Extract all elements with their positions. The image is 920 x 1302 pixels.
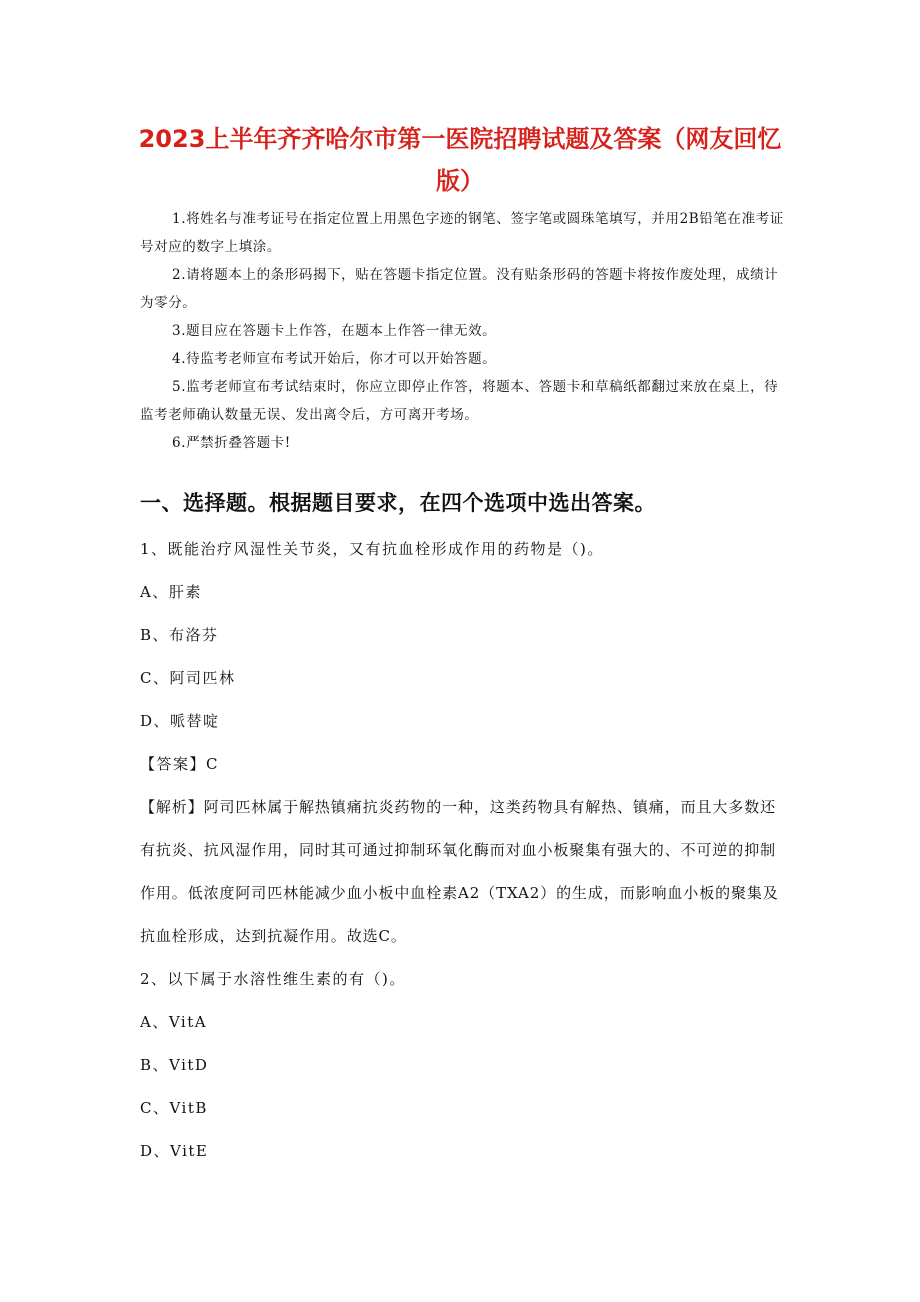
- instruction-item: 2.请将题本上的条形码揭下，贴在答题卡指定位置。没有贴条形码的答题卡将按作废处理，成绩计为零分。: [140, 267, 779, 311]
- option-d: D、VitE: [140, 1142, 209, 1160]
- option-b: B、VitD: [140, 1056, 209, 1074]
- option-a: A、VitA: [140, 1013, 208, 1031]
- instruction-item: 4.待监考老师宣布考试开始后，你才可以开始答题。: [172, 351, 497, 367]
- instruction-item: 3.题目应在答题卡上作答，在题本上作答一律无效。: [172, 323, 497, 339]
- section-heading: 一、选择题。根据题目要求，在四个选项中选出答案。: [140, 491, 656, 515]
- instruction-item: 6.严禁折叠答题卡!: [172, 435, 291, 451]
- document-title: 2023上半年齐齐哈尔市第一医院招聘试题及答案（网友回忆版）: [138, 125, 782, 195]
- option-c: C、阿司匹林: [140, 669, 236, 687]
- option-b: B、布洛芬: [140, 626, 219, 644]
- question-1: [140, 528, 790, 958]
- question-2: [140, 958, 790, 1173]
- option-c: C、VitB: [140, 1099, 208, 1117]
- option-d: D、哌替啶: [140, 712, 220, 730]
- instruction-item: 5.监考老师宣布考试结束时，你应立即停止作答，将题本、答题卡和草稿纸都翻过来放在桌上，待监考老师确认数量无误、发出离令后，方可离开考场。: [140, 379, 779, 423]
- exam-instructions: [140, 205, 790, 457]
- answer: 【答案】C: [140, 755, 219, 773]
- question-stem: 2、以下属于水溶性维生素的有（)。: [140, 970, 406, 988]
- option-a: A、肝素: [140, 583, 202, 601]
- question-list: [140, 528, 790, 1173]
- instruction-item: 1.将姓名与准考证号在指定位置上用黑色字迹的钢笔、签字笔或圆珠笔填写，并用2B铅笔在准考证号对应的数字上填涂。: [140, 211, 784, 255]
- analysis: 【解析】阿司匹林属于解热镇痛抗炎药物的一种，这类药物具有解热、镇痛，而且大多数还有抗炎、抗风湿作用，同时其可通过抑制环氧化酶而对血小板聚集有强大的、不可逆的抑制作用。低浓度阿司匹林能减少血小板中血栓素A2（TXA2）的生成，而影响血小板的聚集及抗血栓形成，达到抗凝作用。故选C。: [140, 798, 779, 945]
- question-stem: 1、既能治疗风湿性关节炎，又有抗血栓形成作用的药物是（)。: [140, 540, 604, 558]
